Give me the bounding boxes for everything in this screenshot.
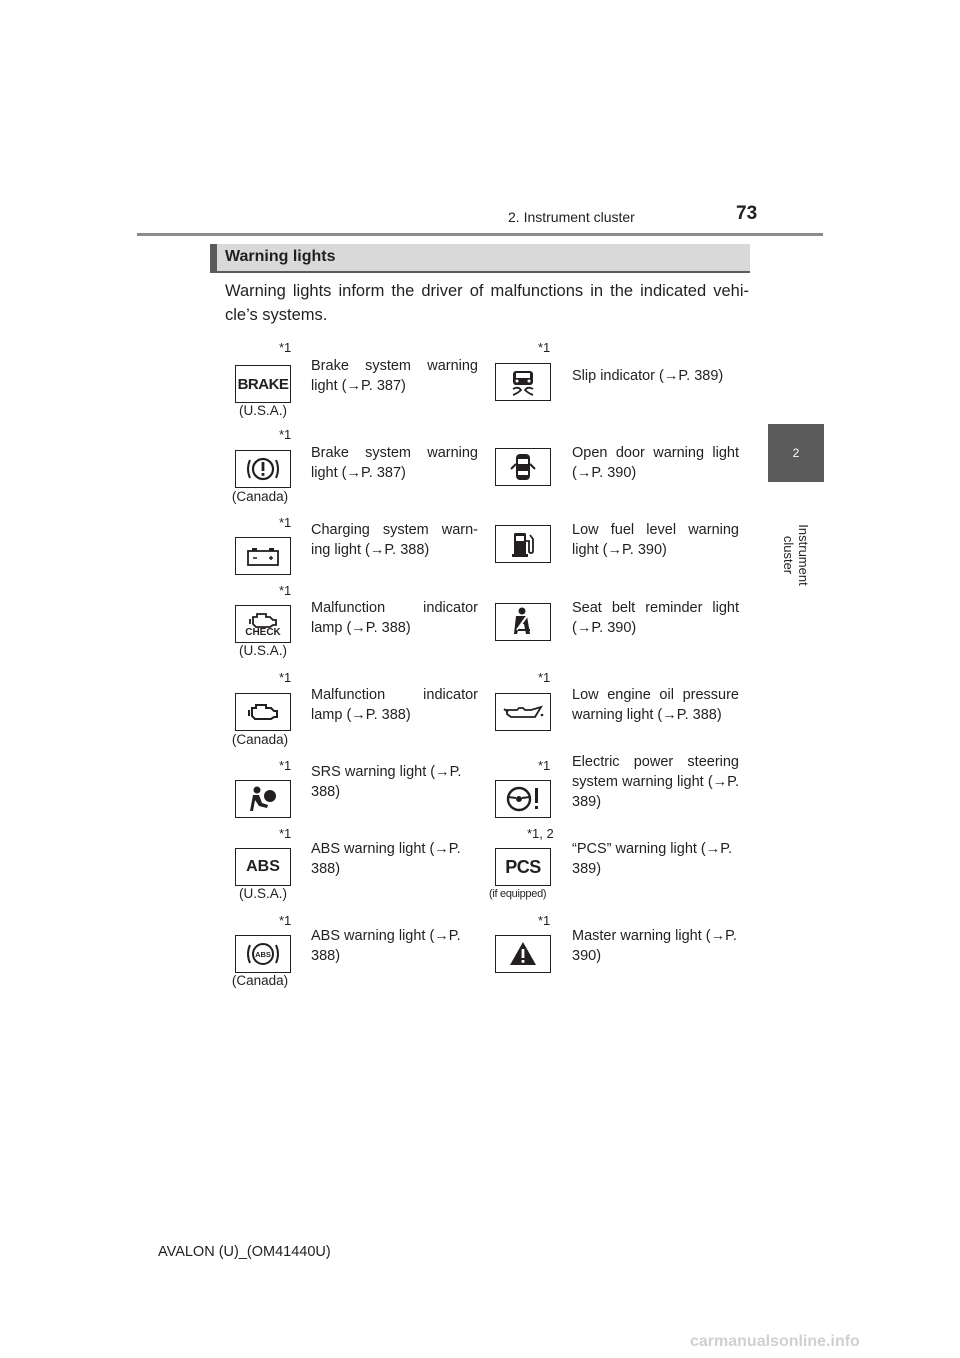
chapter-tab[interactable]: 2 [768,424,824,482]
light-description: Seat belt reminder light (→P. 390) [572,600,739,636]
airbag-graphic [247,784,279,814]
open-door-icon [495,448,551,486]
light-description: Malfunction indicator lamp (→P. 388) [311,687,478,723]
master-warning-icon [495,935,551,973]
section-heading-accent [210,244,217,271]
region-label: (Canada) [231,489,289,504]
light-description: Brake system warning light (→P. 387) [311,358,478,394]
footnote-marker: *1, 2 [527,826,554,841]
seat-belt-graphic [508,606,538,638]
footnote-marker: *1 [538,670,551,685]
seat-belt-icon [495,603,551,641]
fuel-pump-graphic [509,529,537,559]
battery-graphic [245,545,281,567]
abs-circle-graphic [243,939,283,969]
brake-circle-icon [235,450,291,488]
footnote-marker: *1 [279,340,292,355]
footnote-marker: *1 [279,670,292,685]
abs-icon-text: ABS [246,858,280,875]
footnote-marker: *1 [538,340,551,355]
steering-wheel-graphic [503,784,543,814]
chapter-tab-label: Instrument cluster [781,524,811,586]
oil-can-icon [495,693,551,731]
light-description: Malfunction indicator lamp (→P. 388) [311,600,478,636]
footnote-marker: *1 [538,913,551,928]
light-description: Charging system warn- ing light (→P. 388) [311,522,478,558]
light-description: ABS warning light (→P. 388) [311,841,461,877]
light-description: Electric power steering system warning light (→P. 389) [572,754,739,810]
light-description: Low fuel level warning light (→P. 390) [572,522,739,558]
region-label: (U.S.A.) [238,886,287,901]
pcs-icon-text: PCS [505,856,541,877]
light-description: SRS warning light (→P. 388) [311,764,462,800]
footnote-marker: *1 [279,913,292,928]
check-icon-text: CHECK [245,626,281,638]
light-description: “PCS” warning light (→P. 389) [572,841,733,877]
slip-car-graphic [509,367,537,397]
abs-circle-icon [235,935,291,973]
region-label: (Canada) [231,732,289,747]
header-section-title: 2. Instrument cluster [508,209,635,225]
check-engine-icon [235,605,291,643]
engine-icon [235,693,291,731]
engine-graphic [246,701,280,723]
battery-icon [235,537,291,575]
light-description: Brake system warning light (→P. 387) [311,445,478,481]
abs-circle-text: ABS [255,950,271,959]
region-label: (U.S.A.) [238,643,287,658]
region-label: (U.S.A.) [238,403,287,418]
footnote-marker: *1 [538,758,551,773]
light-description: Slip indicator (→P. 389) [572,368,724,384]
brake-text-icon [235,365,291,403]
pcs-text-icon [495,848,551,886]
section-heading [210,244,750,271]
light-description: Open door warning light (→P. 390) [572,445,739,481]
abs-text-icon [235,848,291,886]
section-heading-underline [210,271,750,273]
intro-paragraph: Warning lights inform the driver of malfunctions in the indicated vehi- cle’s systems. [225,282,749,324]
fuel-pump-icon [495,525,551,563]
light-description: Master warning light (→P. 390) [572,928,737,964]
footer-doc-code: AVALON (U)_(OM41440U) [158,1244,331,1260]
slip-indicator-icon [495,363,551,401]
header-divider [137,233,823,236]
brake-icon-text: BRAKE [237,375,289,393]
light-description: ABS warning light (→P. 388) [311,928,461,964]
light-description: Low engine oil pressure warning light (→P. 388) [572,687,739,723]
footnote-marker: *1 [279,758,292,773]
footnote-marker: *1 [279,583,292,598]
if-equipped-label: (if equipped) [489,888,547,900]
footnote-marker: *1 [279,826,292,841]
power-steering-icon [495,780,551,818]
footnote-marker: *1 [279,515,292,530]
open-door-graphic [509,451,537,483]
srs-airbag-icon [235,780,291,818]
brake-circle-graphic [244,454,282,484]
footnote-marker: *1 [279,427,292,442]
watermark: carmanualsonline.info [690,1333,860,1350]
warning-triangle-graphic [508,940,538,968]
region-label: (Canada) [231,973,289,988]
oil-can-graphic [501,702,545,722]
page-number: 73 [736,203,758,224]
section-heading-title: Warning lights [225,248,336,265]
